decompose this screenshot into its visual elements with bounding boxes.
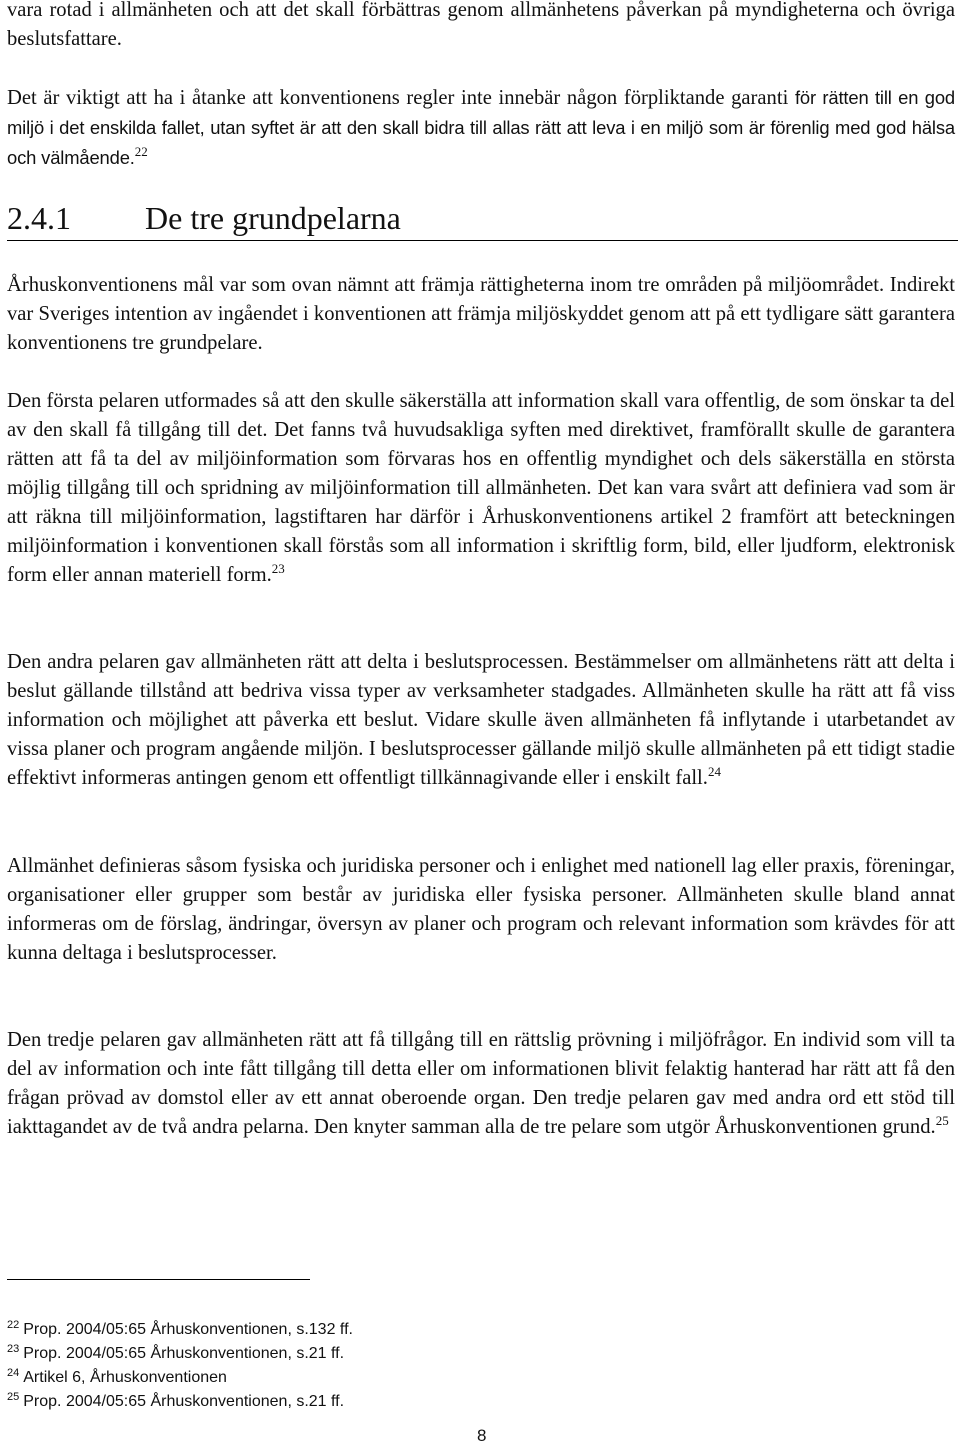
footnote — [7, 1342, 353, 1366]
footnote-text: Prop. 2004/05:65 Århuskonventionen, s.132 ff. — [23, 1321, 353, 1338]
paragraph-text: Det är viktigt att ha i åtanke att konventionens regler inte innebär någon förpliktande garanti — [7, 87, 789, 109]
footnote-text: Artikel 6, Århuskonventionen — [23, 1369, 227, 1386]
section-number: 2.4.1 — [7, 200, 71, 236]
footnote — [7, 1390, 353, 1414]
footnote-text: Prop. 2004/05:65 Århuskonventionen, s.21 ff. — [23, 1345, 345, 1362]
paragraph-public-definition — [7, 852, 955, 968]
footnote-number: 25 — [7, 1390, 20, 1403]
footnote-text: Prop. 2004/05:65 Århuskonventionen, s.21 ff. — [23, 1393, 345, 1410]
footnote-number: 22 — [7, 1318, 20, 1331]
paragraph-text: Den tredje pelaren gav allmänheten rätt att få tillgång till en rättslig prövning i miljöfrågor. En individ som vill ta del av information och inte fått tillgång till detta eller om informationen blivit felaktig hanterad har rätt att få den frågan prövad av domstol eller av ett annat oberoende organ. Den tredje pelaren gav med andra ord ett stöd till iakttagandet av de två andra pelarna. Den knyter samman alla de tre pelare som utgör Århuskonventionen grund. — [7, 1029, 955, 1138]
paragraph-text-sans: för rätten till en god miljö i det enskilda fallet, utan syftet är att den skall bidra till allas rätt att leva i en miljö som är förenlig med god hälsa och välmående. — [7, 87, 955, 168]
footnote-number: 24 — [7, 1366, 20, 1379]
paragraph-first-pillar — [7, 387, 955, 590]
paragraph-obligation — [7, 83, 955, 173]
paragraph-intro-continued — [7, 0, 955, 54]
paragraph-text: Allmänhet definieras såsom fysiska och juridiska personer och i enlighet med nationell lag eller praxis, föreningar, organisationer eller grupper som består av juridiska eller fysiska personer. Allmänheten skulle bland annat informeras om de förslag, ändringar, översyn av planer och program och relevant information som krävdes för att kunna deltaga i beslutsprocesser. — [7, 855, 955, 964]
paragraph-text: Århuskonventionens mål var som ovan nämnt att främja rättigheterna inom tre områden på miljöområdet. Indirekt var Sveriges intention av ingåendet i konventionen att främja miljöskyddet genom att på ett tydligare sätt garantera konventionens tre grundpelare. — [7, 274, 955, 354]
paragraph-second-pillar — [7, 648, 955, 793]
page-number: 8 — [477, 1426, 487, 1445]
paragraph-text: vara rotad i allmänheten och att det skall förbättras genom allmänhetens påverkan på myndigheterna och övriga beslutsfattare. — [7, 0, 955, 50]
footnote-ref[interactable]: 22 — [134, 144, 148, 160]
footnotes — [7, 1318, 353, 1414]
footnote-ref[interactable]: 23 — [271, 561, 285, 577]
footnote — [7, 1366, 353, 1390]
footnote — [7, 1318, 353, 1342]
paragraph-goal — [7, 271, 955, 358]
footnote-ref[interactable]: 24 — [707, 764, 721, 780]
footnote-separator — [7, 1279, 310, 1280]
paragraph-third-pillar — [7, 1026, 955, 1142]
paragraph-text: Den andra pelaren gav allmänheten rätt att delta i beslutsprocessen. Bestämmelser om allmänhetens rätt att delta i beslut gällande tillstånd att bedriva vissa typer av verksamheter stadgades. Allmänheten skulle ha rätt att få viss information och möjlighet att påverka ett beslut. Vidare skulle även allmänheten få inflytande i utarbetandet av vissa planer och program angående miljön. I beslutsprocesser gällande miljö skulle allmänheten på ett tidigt stadie effektivt informeras antingen genom ett offentligt tillkännagivande eller i enskilt fall. — [7, 651, 955, 789]
footnote-number: 23 — [7, 1342, 20, 1355]
footnote-ref[interactable]: 25 — [935, 1113, 949, 1129]
section-title: De tre grundpelarna — [145, 200, 401, 236]
section-heading — [7, 196, 958, 241]
paragraph-text: Den första pelaren utformades så att den skulle säkerställa att information skall vara offentlig, de som önskar ta del av den skall få tillgång till det. Det fanns två huvudsakliga syften med direktivet, framförallt skulle de garantera rätten att få ta del av miljöinformation som förvaras hos en offentlig myndighet och dels säkerställa en största möjlig tillgång till och spridning av miljöinformation till allmänheten. Det kan vara svårt att definiera vad som är att räkna till miljöinformation, lagstiftaren har därför i Århuskonventionens artikel 2 framfört att beteckningen miljöinformation i konventionen skall förstås som all information i skriftlig form, bild, eller ljudform, elektronisk form eller annan materiell form. — [7, 390, 955, 586]
